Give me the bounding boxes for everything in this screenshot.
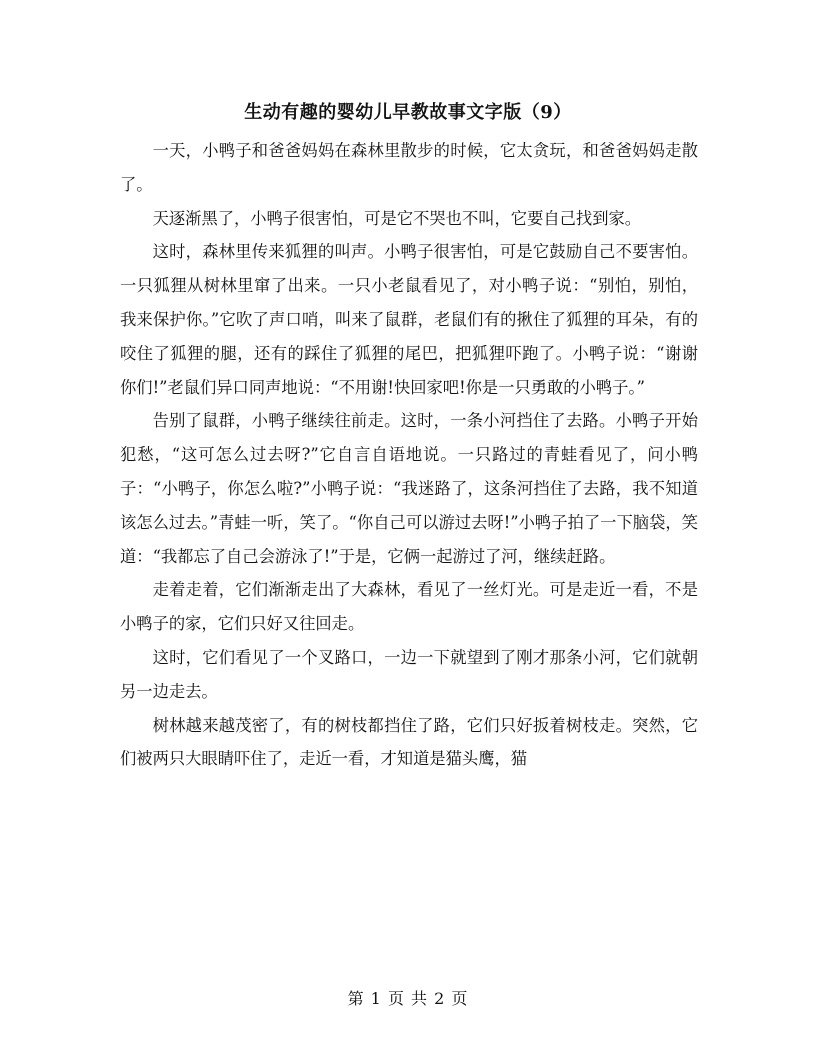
document-body	[120, 134, 698, 776]
paragraph: 这时，它们看见了一个叉路口，一边一下就望到了刚才那条小河，它们就朝另一边走去。	[120, 647, 698, 701]
page-footer: 第 1 页 共 2 页	[347, 989, 469, 1008]
paragraph: 走着走着，它们渐渐走出了大森林，看见了一丝灯光。可是走近一看，不是小鸭子的家，它们只好又往回走。	[120, 580, 698, 634]
paragraph: 告别了鼠群，小鸭子继续往前走。这时，一条小河挡住了去路。小鸭子开始犯愁，“这可怎么过去呀?”它自言自语地说。一只路过的青蛙看见了，问小鸭子：“小鸭子，你怎么啦?”小鸭子说：“我迷路了，这条河挡住了去路，我不知道该怎么过去。”青蛙一听，笑了。“你自己可以游过去呀!”小鸭子拍了一下脑袋，笑道：“我都忘了自己会游泳了!”于是，它俩一起游过了河，继续赶路。	[120, 411, 698, 566]
paragraph: 树林越来越茂密了，有的树枝都挡住了路，它们只好扳着树枝走。突然，它们被两只大眼睛吓住了，走近一看，才知道是猫头鹰，猫	[120, 715, 698, 769]
document-title: 生动有趣的婴幼儿早教故事文字版（9）	[244, 102, 572, 123]
paragraph: 这时，森林里传来狐狸的叫声。小鸭子很害怕，可是它鼓励自己不要害怕。一只狐狸从树林里窜了出来。一只小老鼠看见了，对小鸭子说：“别怕，别怕，我来保护你。”它吹了声口哨，叫来了鼠群，老鼠们有的揪住了狐狸的耳朵，有的咬住了狐狸的腿，还有的踩住了狐狸的尾巴，把狐狸吓跑了。小鸭子说：“谢谢你们!”老鼠们异口同声地说：“不用谢!快回家吧!你是一只勇敢的小鸭子。”	[120, 242, 698, 397]
paragraph: 天逐渐黑了，小鸭子很害怕，可是它不哭也不叫，它要自己找到家。	[152, 208, 642, 228]
paragraph: 一天，小鸭子和爸爸妈妈在森林里散步的时候，它太贪玩，和爸爸妈妈走散了。	[120, 141, 698, 194]
